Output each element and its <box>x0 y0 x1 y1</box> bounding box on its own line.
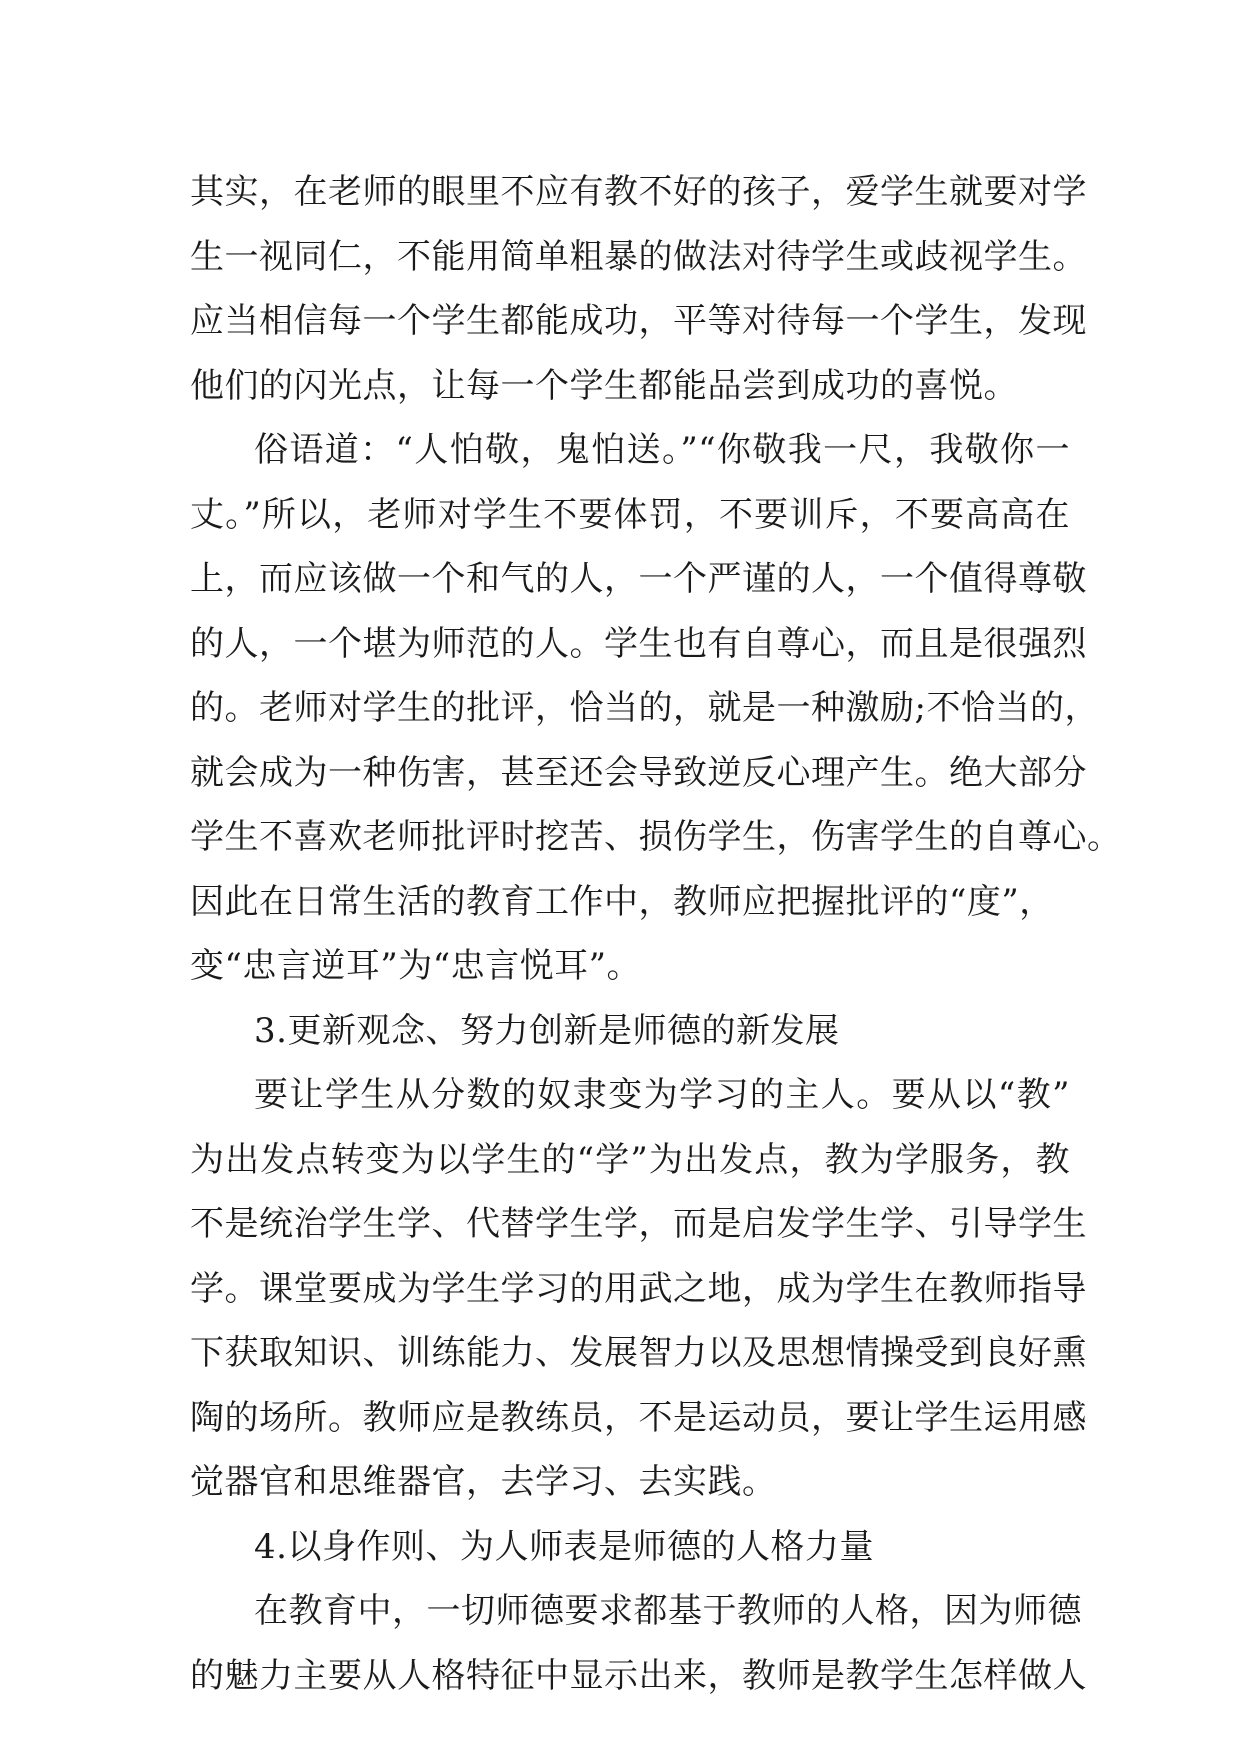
text-line: 上，而应该做一个和气的人，一个严谨的人，一个值得尊敬 <box>190 559 1087 599</box>
text-line: 应当相信每一个学生都能成功，平等对待每一个学生，发现 <box>190 301 1087 341</box>
paragraph-start-line: 在教育中，一切师德要求都基于教师的人格，因为师德 <box>254 1591 1082 1631</box>
text-line: 就会成为一种伤害，甚至还会导致逆反心理产生。绝大部分 <box>190 752 1087 793</box>
text-line: 生一视同仁，不能用简单粗暴的做法对待学生或歧视学生。 <box>190 236 1087 277</box>
paragraph-start-line: 要让学生从分数的奴隶变为学习的主人。要从以“教” <box>254 1075 1070 1115</box>
section-heading: 3.更新观念、努力创新是师德的新发展 <box>254 1010 840 1051</box>
text-line: 其实，在老师的眼里不应有教不好的孩子，爱学生就要对学 <box>190 172 1087 212</box>
text-line: 觉器官和思维器官，去学习、去实践。 <box>190 1462 777 1502</box>
text-line: 不是统治学生学、代替学生学，而是启发学生学、引导学生 <box>190 1204 1087 1244</box>
text-line: 学生不喜欢老师批评时挖苦、损伤学生，伤害学生的自尊心。 <box>190 817 1122 857</box>
text-line: 下获取知识、训练能力、发展智力以及思想情操受到良好熏 <box>190 1333 1087 1373</box>
text-line: 陶的场所。教师应是教练员，不是运动员，要让学生运用感 <box>190 1397 1087 1438</box>
text-line: 丈。”所以，老师对学生不要体罚，不要训斥，不要高高在 <box>190 494 1070 535</box>
text-line: 学。课堂要成为学生学习的用武之地，成为学生在教师指导 <box>190 1268 1087 1309</box>
text-line: 的人，一个堪为师范的人。学生也有自尊心，而且是很强烈 <box>190 623 1087 664</box>
text-line: 的魅力主要从人格特征中显示出来，教师是教学生怎样做人 <box>190 1655 1087 1696</box>
paragraph-start-line: 俗语道：“人怕敬，鬼怕送。”“你敬我一尺，我敬你一 <box>254 430 1070 470</box>
text-line: 变“忠言逆耳”为“忠言悦耳”。 <box>190 946 642 986</box>
text-line: 的。老师对学生的批评，恰当的，就是一种激励;不恰当的， <box>190 688 1099 728</box>
section-heading: 4.以身作则、为人师表是师德的人格力量 <box>254 1526 874 1567</box>
text-line: 他们的闪光点，让每一个学生都能品尝到成功的喜悦。 <box>190 365 1018 406</box>
text-line: 因此在日常生活的教育工作中，教师应把握批评的“度”， <box>190 881 1054 922</box>
text-line: 为出发点转变为以学生的“学”为出发点，教为学服务，教 <box>190 1139 1070 1180</box>
document-body <box>190 160 1122 1708</box>
